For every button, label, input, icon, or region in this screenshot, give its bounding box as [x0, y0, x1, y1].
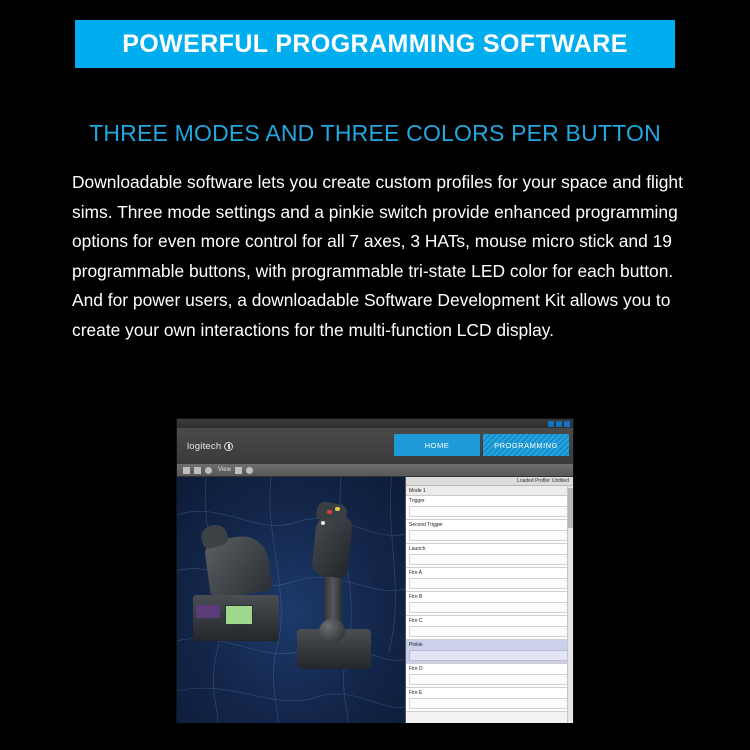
maximize-icon[interactable] [556, 421, 562, 427]
mode-selector[interactable] [406, 486, 573, 496]
assignment-input[interactable] [409, 578, 570, 589]
help-icon[interactable] [246, 467, 253, 474]
list-item[interactable] [406, 664, 573, 688]
assignment-input[interactable] [409, 602, 570, 613]
properties-panel [405, 477, 573, 723]
assignment-label: Fire C [409, 618, 423, 624]
button-assignment-list [406, 496, 573, 712]
tab-home[interactable]: HOME [394, 434, 480, 456]
list-item[interactable] [406, 688, 573, 712]
headline-text: POWERFUL PROGRAMMING SOFTWARE [122, 29, 628, 58]
assignment-label: Fire E [409, 690, 423, 696]
assignment-label: Second Trigger [409, 522, 443, 528]
logitech-logo [187, 441, 233, 452]
assignment-input[interactable] [409, 554, 570, 565]
list-item[interactable] [406, 568, 573, 592]
assignment-label: Fire D [409, 666, 423, 672]
app-body [177, 477, 573, 723]
loaded-profile-bar [406, 477, 573, 486]
joystick-ball-model [319, 619, 345, 643]
assignment-input[interactable] [409, 650, 570, 661]
minimize-icon[interactable] [548, 421, 554, 427]
led-yellow-indicator [335, 507, 340, 511]
logo-wordmark: logitech [187, 440, 222, 452]
device-viewport[interactable] [177, 477, 405, 723]
assignment-input[interactable] [409, 674, 570, 685]
led-white-indicator [321, 521, 325, 525]
list-item[interactable] [406, 544, 573, 568]
new-profile-icon[interactable] [183, 467, 190, 474]
mode-label: Mode 1 [409, 487, 426, 494]
scrollbar-thumb[interactable] [568, 488, 573, 528]
app-toolbar [177, 464, 573, 477]
throttle-lcd-display [225, 605, 253, 625]
list-item[interactable] [406, 592, 573, 616]
app-nav-tabs [394, 434, 569, 456]
save-profile-icon[interactable] [205, 467, 212, 474]
body-paragraph: Downloadable software lets you create custom profiles for your space and flight sims. Three mode settings and a pinkie switch provide enhanced programming options for even more control for all 7 axes, 3 HATs, mouse micro stick and 19 programmable buttons, with programmable tri-state LED color for each button. And for power users, a downloadable Software Development Kit allows you to create your own interactions for the multi-function LCD display. [72, 172, 683, 340]
joystick-grip-model [311, 513, 353, 578]
assignment-input[interactable] [409, 530, 570, 541]
close-icon[interactable] [564, 421, 570, 427]
properties-scrollbar[interactable] [567, 486, 573, 723]
assignment-label: Fire B [409, 594, 423, 600]
window-controls [548, 421, 570, 427]
zoom-icon[interactable] [235, 467, 242, 474]
subheading-text: THREE MODES AND THREE COLORS PER BUTTON [89, 120, 661, 146]
assignment-label: Trigger [409, 498, 425, 504]
app-header [177, 428, 573, 464]
assignment-input[interactable] [409, 698, 570, 709]
assignment-label: Launch [409, 546, 426, 552]
led-red-indicator [327, 510, 332, 514]
throttle-button-panel [196, 605, 220, 618]
logo-mark-icon [224, 442, 233, 451]
assignment-label: Fire A [409, 570, 423, 576]
assignment-input[interactable] [409, 626, 570, 637]
list-item-selected[interactable] [406, 640, 573, 664]
list-item[interactable] [406, 520, 573, 544]
tab-programming[interactable]: PROGRAMMING [483, 434, 569, 456]
list-item[interactable] [406, 616, 573, 640]
assignment-label: Pinkie [409, 642, 423, 648]
view-label: View [218, 467, 231, 473]
open-profile-icon[interactable] [194, 467, 201, 474]
software-screenshot [176, 418, 574, 723]
list-item[interactable] [406, 496, 573, 520]
app-title-bar [177, 419, 573, 428]
loaded-profile-label: Loaded Profile: Untitled [517, 478, 569, 484]
headline-banner [75, 20, 675, 68]
assignment-input[interactable] [409, 506, 570, 517]
